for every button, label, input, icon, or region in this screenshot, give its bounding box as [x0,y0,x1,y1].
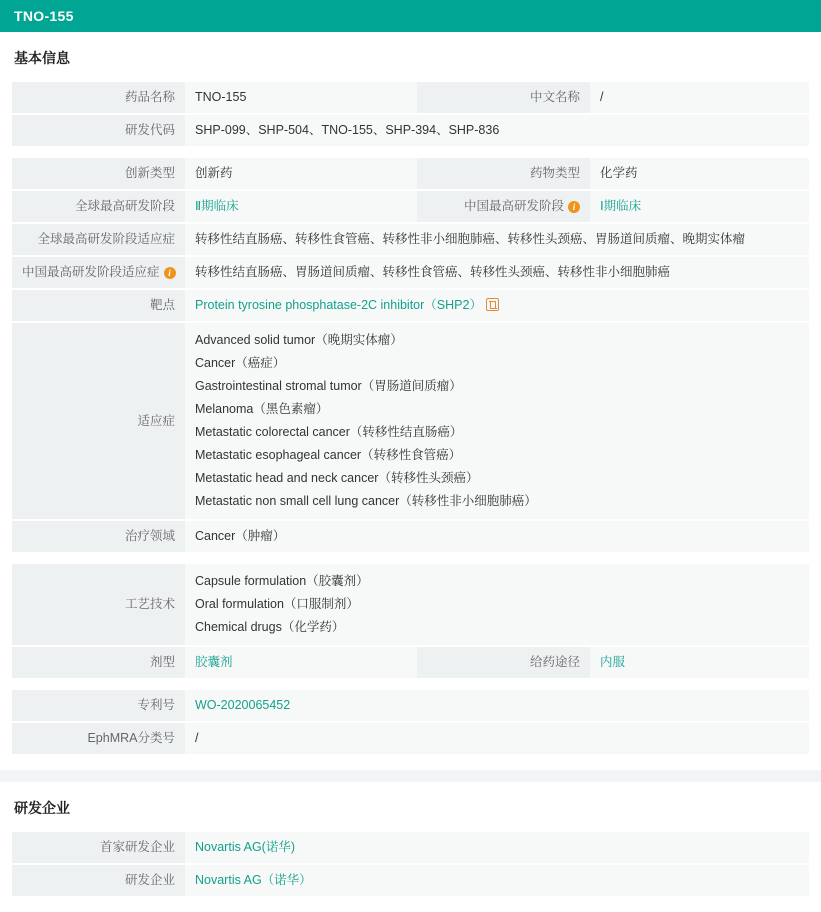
page-title: TNO-155 [14,8,74,24]
patent-value [185,690,809,721]
basic-info-card [0,32,821,770]
originator-value [185,832,809,863]
list-item: Metastatic colorectal cancer（转移性结直肠癌） [195,425,463,439]
list-item: Melanoma（黑色素瘤） [195,402,329,416]
originator-label: 首家研发企业 [12,832,185,863]
drug-name-value: TNO-155 [185,82,417,113]
ephmra-label: EphMRA分类号 [12,723,185,754]
table-row [12,690,809,721]
global-stage-indication-value: 转移性结直肠癌、转移性食管癌、转移性非小细胞肺癌、转移性头颈癌、胃肠道间质瘤、晚期实体瘤 [185,224,809,255]
table-row [12,257,809,288]
chinese-name-value: / [590,82,809,113]
list-item: Capsule formulation（胶囊剂） [195,574,369,588]
drug-type-value: 化学药 [590,158,809,189]
therapy-area-value: Cancer（肿瘤） [185,521,809,552]
list-item: Cancer（癌症） [195,356,286,370]
therapy-area-label: 治疗领域 [12,521,185,552]
table-row [12,82,809,113]
patent-link[interactable]: WO-2020065452 [195,698,291,712]
row-spacer [12,148,809,156]
route-value [590,647,809,678]
china-stage-text[interactable]: Ⅰ期临床 [600,199,642,213]
basic-info-table [12,80,809,756]
table-row [12,521,809,552]
table-row [12,865,809,896]
indication-label: 适应症 [12,323,185,519]
external-link-icon[interactable] [486,298,499,311]
row-spacer [12,680,809,688]
title-bar [0,0,821,32]
table-row [12,723,809,754]
info-icon[interactable]: i [568,201,580,213]
table-row [12,564,809,645]
target-label: 靶点 [12,290,185,321]
innovation-type-value: 创新药 [185,158,417,189]
originator-link[interactable]: Novartis AG(诺华) [195,840,296,854]
target-link[interactable]: Protein tyrosine phosphatase-2C inhibitor（SHP2） [195,298,482,312]
dosage-form-value [185,647,417,678]
dosage-form-label: 剂型 [12,647,185,678]
list-item: Advanced solid tumor（晚期实体瘤） [195,333,403,347]
table-row [12,224,809,255]
global-stage-text[interactable]: Ⅱ期临床 [195,199,239,213]
row-spacer [12,554,809,562]
china-stage-value [590,191,809,222]
list-item: Metastatic non small cell lung cancer（转移性非小细胞肺癌） [195,494,537,508]
table-row [12,158,809,189]
table-row [12,323,809,519]
list-item: Metastatic head and neck cancer（转移性头颈癌） [195,471,479,485]
route-label: 给药途径 [417,647,590,678]
global-stage-value [185,191,417,222]
company-card [0,782,821,912]
target-value [185,290,809,321]
list-item: Gastrointestinal stromal tumor（胃肠道间质瘤） [195,379,462,393]
table-row [12,647,809,678]
china-stage-indication-label-text: 中国最高研发阶段适应症 [22,265,160,279]
table-row [12,115,809,146]
list-item: Chemical drugs（化学药） [195,620,345,634]
developer-value [185,865,809,896]
patent-label: 专利号 [12,690,185,721]
china-stage-label [417,191,590,222]
basic-info-section-title: 基本信息 [14,50,70,66]
list-item: Metastatic esophageal cancer（转移性食管癌） [195,448,462,462]
rnd-code-value: SHP-099、SHP-504、TNO-155、SHP-394、SHP-836 [185,115,809,146]
route-link[interactable]: 内服 [600,655,626,669]
ephmra-value: / [185,723,809,754]
table-row [12,191,809,222]
list-item: Oral formulation（口服制剂） [195,597,359,611]
table-row [12,832,809,863]
tech-label: 工艺技术 [12,564,185,645]
global-stage-label: 全球最高研发阶段 [12,191,185,222]
info-icon[interactable]: i [164,267,176,279]
drug-type-label: 药物类型 [417,158,590,189]
developer-link[interactable]: Novartis AG（诺华） [195,873,312,887]
innovation-type-label: 创新类型 [12,158,185,189]
indication-value-list [185,323,809,519]
china-stage-indication-label [12,257,185,288]
drug-name-label: 药品名称 [12,82,185,113]
global-stage-indication-label: 全球最高研发阶段适应症 [12,224,185,255]
rnd-code-label: 研发代码 [12,115,185,146]
tech-value-list [185,564,809,645]
china-stage-indication-value: 转移性结直肠癌、胃肠道间质瘤、转移性食管癌、转移性头颈癌、转移性非小细胞肺癌 [185,257,809,288]
developer-label: 研发企业 [12,865,185,896]
china-stage-label-text: 中国最高研发阶段 [463,199,564,213]
table-row [12,290,809,321]
company-section-title: 研发企业 [14,800,70,816]
dosage-form-link[interactable]: 胶囊剂 [195,655,233,669]
chinese-name-label: 中文名称 [417,82,590,113]
company-table [12,830,809,898]
